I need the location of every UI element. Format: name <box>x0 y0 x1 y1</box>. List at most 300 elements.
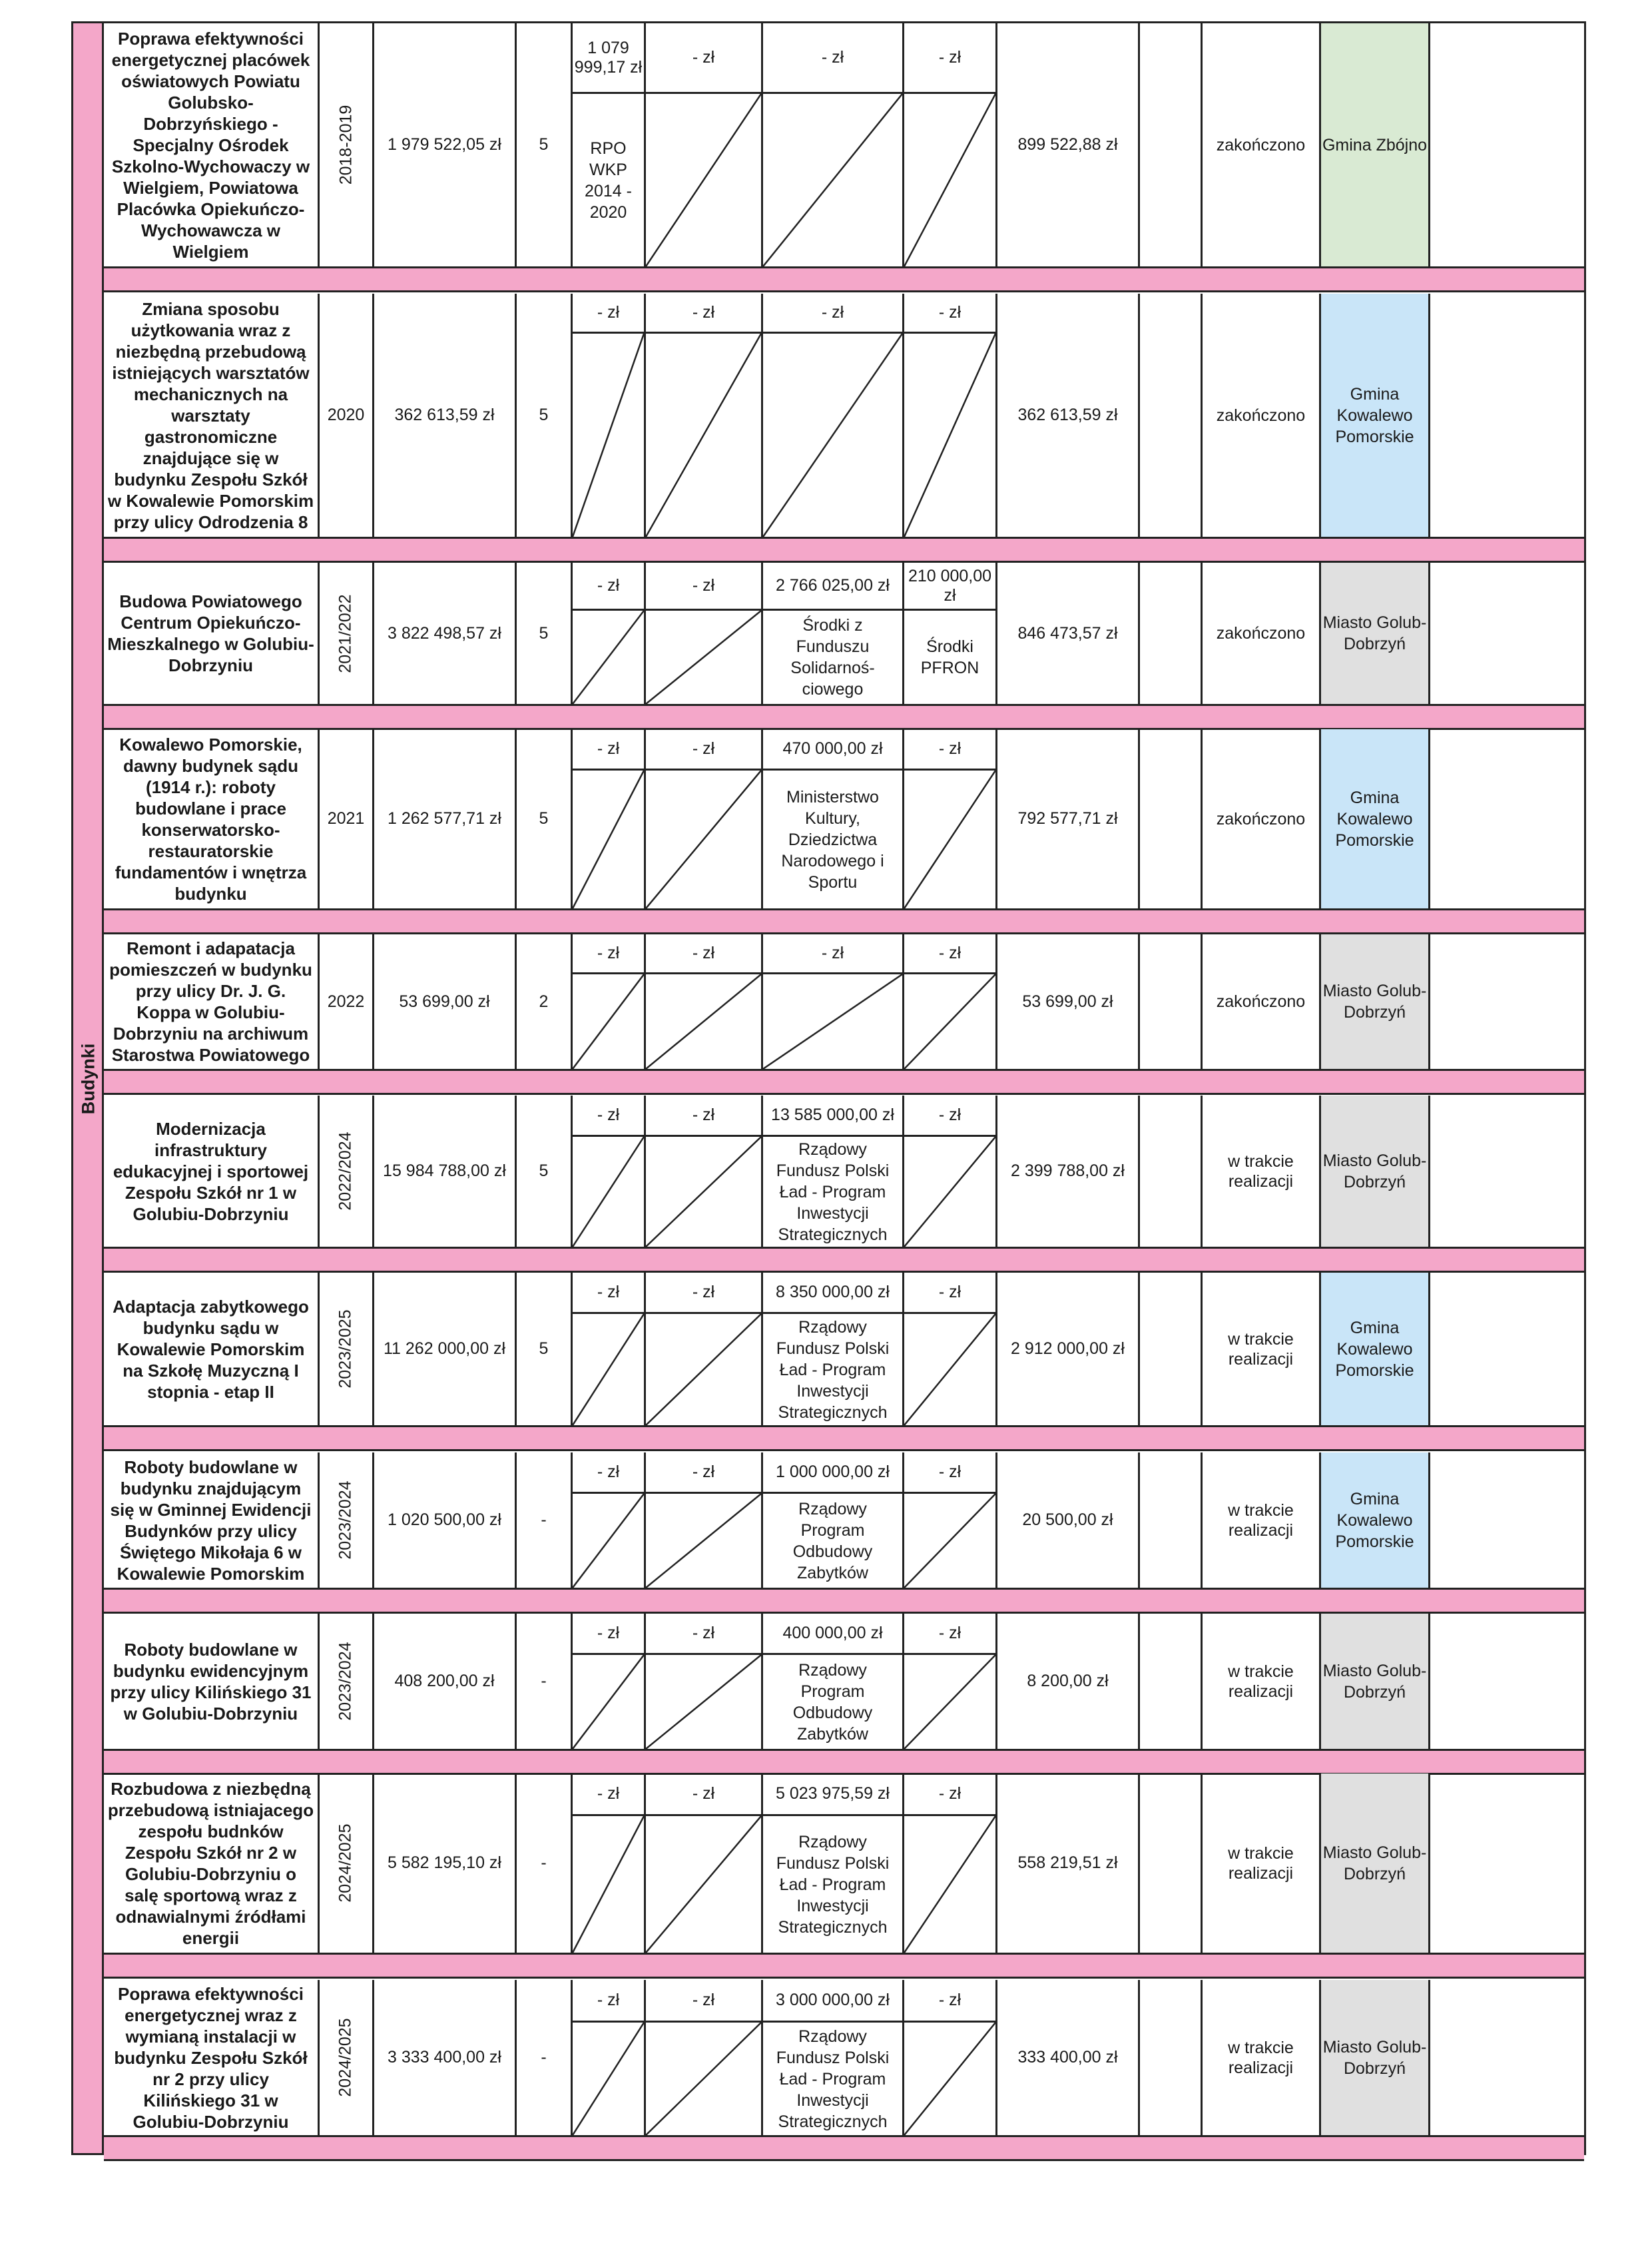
status-text: zakończono <box>1203 563 1321 704</box>
f2-amount: - zł <box>646 294 761 334</box>
f4-amount: - zł <box>904 1980 995 2023</box>
task-year <box>320 1452 374 1588</box>
f1-source <box>573 974 644 1069</box>
f4-source <box>904 974 995 1069</box>
f1-cell <box>573 23 646 266</box>
task-year-text: 2021 <box>327 809 365 828</box>
f2-source <box>646 1655 761 1749</box>
f1-amount: - zł <box>573 934 644 974</box>
f2-cell <box>646 1614 763 1749</box>
score-value: 5 <box>517 294 573 537</box>
f3-source-text: Rządowy Fundusz Polski Ład - Program Inwestycji Strategicznych <box>776 1317 890 1422</box>
f3-cell <box>763 1452 904 1588</box>
f4-source <box>904 1314 995 1425</box>
task-year <box>320 729 374 908</box>
f4-cell <box>904 1096 997 1247</box>
diagonal-line <box>573 1494 644 1588</box>
task-name: Poprawa efektywności energetycznej wraz z wymianą instalacji w budynku Zespołu Szkół nr 2 przy ulicy Kilińskiego 31 w Golubiu-Dobrzyniu <box>104 1980 320 2135</box>
total-value: 5 582 195,10 zł <box>374 1773 517 1953</box>
row-separator <box>104 910 1584 934</box>
f1-cell <box>573 294 646 537</box>
status-text: w trakcie realizacji <box>1203 1980 1321 2135</box>
f1-cell <box>573 729 646 908</box>
empty-diagonal-icon <box>904 1655 995 1749</box>
empty-diagonal-icon <box>573 1494 644 1588</box>
diagonal-line <box>646 1137 761 1247</box>
empty-cell <box>1430 1773 1584 1953</box>
diagonal-line <box>904 1816 995 1953</box>
task-name: Remont i adapatacja pomieszczeń w budynku przy ulicy Dr. J. G. Koppa w Golubiu-Dobrzyniu na archiwum Starostwa Powiatowego <box>104 934 320 1069</box>
f2-source <box>646 1494 761 1588</box>
f4-amount: - zł <box>904 1773 995 1816</box>
task-name: Roboty budowlane w budynku ewidencyjnym przy ulicy Kilińskiego 31 w Golubiu-Dobrzyniu <box>104 1614 320 1749</box>
f4-source <box>904 1137 995 1247</box>
empty-diagonal-icon <box>573 771 644 908</box>
row-separator <box>104 706 1584 730</box>
status-text: w trakcie realizacji <box>1203 1273 1321 1425</box>
empty-diagonal-icon <box>904 2023 995 2135</box>
empty-diagonal-icon <box>646 1314 761 1425</box>
row-separator <box>104 1249 1584 1273</box>
f1-cell <box>573 1980 646 2135</box>
f3-source <box>763 1314 902 1425</box>
task-name: Roboty budowlane w budynku znajdującym się w Gminnej Ewidencji Budynków przy ulicy Świętego Mikołaja 6 w Kowalewie Pomorskim <box>104 1452 320 1588</box>
empty-diagonal-icon <box>646 1137 761 1247</box>
f1-amount: - zł <box>573 1452 644 1494</box>
f2-source <box>646 1314 761 1425</box>
empty-diagonal-icon <box>573 1137 644 1247</box>
f3-amount: 1 000 000,00 zł <box>763 1452 902 1494</box>
empty-cell <box>1430 729 1584 908</box>
status-text: zakończono <box>1203 729 1321 908</box>
diagonal-line <box>646 771 761 908</box>
f4-source <box>904 2023 995 2135</box>
f3-source-text: Środki z Funduszu Solidarnoś-ciowego <box>790 616 875 699</box>
diagonal-line <box>904 1494 995 1588</box>
row-separator <box>104 1955 1584 1979</box>
f4-source <box>904 611 995 704</box>
diagonal-line <box>573 1816 644 1953</box>
f3-amount: 13 585 000,00 zł <box>763 1096 902 1137</box>
own-contribution: 2 399 788,00 zł <box>997 1096 1140 1247</box>
task-name: Kowalewo Pomorskie, dawny budynek sądu (1914 r.): roboty budowlane i prace konserwatorsko-restauratorskie fundamentów i wnętrza budynku <box>104 729 320 908</box>
f3-source-text: Ministerstwo Kultury, Dziedzictwa Narodowego i Sportu <box>781 787 884 892</box>
empty-diagonal-icon <box>573 1655 644 1749</box>
empty-cell <box>1430 1980 1584 2135</box>
f3-source <box>763 974 902 1069</box>
f4-amount: - zł <box>904 729 995 771</box>
f2-cell <box>646 1096 763 1247</box>
task-year <box>320 294 374 537</box>
f1-amount: - zł <box>573 1773 644 1816</box>
f1-cell <box>573 934 646 1069</box>
empty-diagonal-icon <box>573 974 644 1069</box>
f4-amount: - zł <box>904 1273 995 1314</box>
municipality-badge: Gmina Zbójno <box>1321 23 1430 266</box>
municipality-badge: Gmina Kowalewo Pomorskie <box>1321 729 1430 908</box>
row-separator <box>104 1590 1584 1614</box>
diagonal-line <box>763 94 902 266</box>
f4-cell <box>904 1980 997 2135</box>
f3-source-text: Rządowy Fundusz Polski Ład - Program Inwestycji Strategicznych <box>776 2027 890 2131</box>
f3-source-text: Rządowy Fundusz Polski Ład - Program Inwestycji Strategicznych <box>776 1832 890 1937</box>
f3-amount: 5 023 975,59 zł <box>763 1773 902 1816</box>
empty-cell <box>1430 294 1584 537</box>
municipality-badge: Miasto Golub-Dobrzyń <box>1321 1614 1430 1749</box>
f3-source-text: Rządowy Fundusz Polski Ład - Program Inwestycji Strategicznych <box>776 1139 890 1244</box>
status-text: w trakcie realizacji <box>1203 1096 1321 1247</box>
row-separator <box>104 1071 1584 1095</box>
f3-source <box>763 1137 902 1247</box>
f2-amount: - zł <box>646 1980 761 2023</box>
empty-diagonal-icon <box>904 1314 995 1425</box>
f1-source <box>573 1314 644 1425</box>
f1-cell <box>573 1452 646 1588</box>
task-year-text: 2024/2025 <box>336 2018 355 2097</box>
f3-cell <box>763 23 904 266</box>
f2-amount: - zł <box>646 563 761 611</box>
municipality-badge: Miasto Golub-Dobrzyń <box>1321 563 1430 704</box>
empty-cell <box>1140 1452 1203 1588</box>
f2-amount: - zł <box>646 1273 761 1314</box>
task-year <box>320 1273 374 1425</box>
diagonal-line <box>904 94 995 266</box>
row-separator <box>104 2137 1584 2161</box>
score-value: - <box>517 1614 573 1749</box>
task-year-text: 2022 <box>327 992 365 1011</box>
f4-cell <box>904 294 997 537</box>
status-text: w trakcie realizacji <box>1203 1773 1321 1953</box>
municipality-badge: Miasto Golub-Dobrzyń <box>1321 1096 1430 1247</box>
municipality-badge: Gmina Kowalewo Pomorskie <box>1321 1452 1430 1588</box>
empty-cell <box>1430 1273 1584 1425</box>
diagonal-line <box>573 974 644 1069</box>
municipality-badge: Miasto Golub-Dobrzyń <box>1321 1773 1430 1953</box>
diagonal-line <box>646 974 761 1069</box>
total-value: 408 200,00 zł <box>374 1614 517 1749</box>
empty-cell <box>1430 934 1584 1069</box>
f1-amount: - zł <box>573 729 644 771</box>
f2-cell <box>646 1980 763 2135</box>
empty-diagonal-icon <box>646 94 761 266</box>
diagonal-line <box>573 1137 644 1247</box>
f4-source <box>904 334 995 537</box>
task-year <box>320 23 374 266</box>
empty-cell <box>1140 934 1203 1069</box>
f4-source <box>904 1494 995 1588</box>
diagonal-line <box>573 334 644 537</box>
empty-cell <box>1140 1773 1203 1953</box>
f2-amount: - zł <box>646 1614 761 1655</box>
f3-amount: - zł <box>763 294 902 334</box>
task-year <box>320 1773 374 1953</box>
f3-cell <box>763 563 904 704</box>
empty-diagonal-icon <box>646 1655 761 1749</box>
empty-cell <box>1430 1452 1584 1588</box>
f4-amount: - zł <box>904 1452 995 1494</box>
task-year-text: 2022/2024 <box>336 1131 355 1211</box>
task-year-text: 2023/2024 <box>336 1480 355 1560</box>
status-text: w trakcie realizacji <box>1203 1614 1321 1749</box>
f1-cell <box>573 563 646 704</box>
diagonal-line <box>904 334 995 537</box>
total-value: 1 979 522,05 zł <box>374 23 517 266</box>
task-year-text: 2018-2019 <box>336 105 355 185</box>
f2-amount: - zł <box>646 1773 761 1816</box>
empty-diagonal-icon <box>573 1816 644 1953</box>
f1-source <box>573 334 644 537</box>
f2-source <box>646 1816 761 1953</box>
total-value: 53 699,00 zł <box>374 934 517 1069</box>
f2-cell <box>646 1773 763 1953</box>
f2-source <box>646 2023 761 2135</box>
f1-source <box>573 1494 644 1588</box>
empty-diagonal-icon <box>573 2023 644 2135</box>
f1-cell <box>573 1096 646 1247</box>
empty-diagonal-icon <box>904 94 995 266</box>
own-contribution: 899 522,88 zł <box>997 23 1140 266</box>
f2-cell <box>646 1452 763 1588</box>
score-value: 5 <box>517 1273 573 1425</box>
own-contribution: 8 200,00 zł <box>997 1614 1140 1749</box>
f3-source-text: Rządowy Program Odbudowy Zabytków <box>792 1660 873 1744</box>
empty-diagonal-icon <box>646 611 761 704</box>
empty-diagonal-icon <box>904 334 995 537</box>
task-name: Rozbudowa z niezbędną przebudową istniajacego zespołu budnków Zespołu Szkół nr 2 w Golubiu-Dobrzyniu o salę sportową wraz z odnawialnymi źródłami energii <box>104 1773 320 1953</box>
f4-source-text: Środki PFRON <box>920 637 979 677</box>
status-text: zakończono <box>1203 23 1321 266</box>
municipality-badge: Miasto Golub-Dobrzyń <box>1321 934 1430 1069</box>
f3-source <box>763 1655 902 1749</box>
empty-diagonal-icon <box>646 974 761 1069</box>
table-row <box>104 563 1584 706</box>
f3-cell <box>763 294 904 537</box>
diagonal-line <box>573 1655 644 1749</box>
f2-source <box>646 771 761 908</box>
f3-cell <box>763 1614 904 1749</box>
f3-cell <box>763 1980 904 2135</box>
f4-amount: - zł <box>904 23 995 94</box>
status-text: zakończono <box>1203 934 1321 1069</box>
task-name: Poprawa efektywności energetycznej placówek oświatowych Powiatu Golubsko-Dobrzyńskiego - Specjalny Ośrodek Szkolno-Wychowaczy w Wielgiem, Powiatowa Placówka Opiekuńczo-Wychowawcza w Wielgiem <box>104 23 320 266</box>
empty-diagonal-icon <box>763 974 902 1069</box>
diagonal-line <box>646 1655 761 1749</box>
f3-amount: 400 000,00 zł <box>763 1614 902 1655</box>
table-row <box>104 294 1584 539</box>
empty-cell <box>1140 23 1203 266</box>
table-row <box>104 1273 1584 1427</box>
f3-source <box>763 94 902 266</box>
f4-cell <box>904 1773 997 1953</box>
diagonal-line <box>573 2023 644 2135</box>
f3-source <box>763 611 902 704</box>
task-year <box>320 1980 374 2135</box>
f1-source <box>573 1816 644 1953</box>
task-name: Zmiana sposobu użytkowania wraz z niezbędną przebudową istniejących warsztatów mechanicznych na warsztaty gastronomiczne znajdujące się w budynku Zespołu Szkół w Kowalewie Pomorskim przy ulicy Odrodzenia 8 <box>104 294 320 537</box>
f2-amount: - zł <box>646 729 761 771</box>
empty-diagonal-icon <box>763 94 902 266</box>
f3-amount: 3 000 000,00 zł <box>763 1980 902 2023</box>
f4-amount: - zł <box>904 1096 995 1137</box>
f2-source <box>646 94 761 266</box>
empty-cell <box>1140 294 1203 537</box>
table-row <box>104 934 1584 1071</box>
f4-source <box>904 1816 995 1953</box>
f4-amount: - zł <box>904 1614 995 1655</box>
f3-source-text: Rządowy Program Odbudowy Zabytków <box>792 1499 873 1582</box>
f2-cell <box>646 294 763 537</box>
task-year-text: 2023/2025 <box>336 1309 355 1389</box>
f3-cell <box>763 729 904 908</box>
f3-amount: 8 350 000,00 zł <box>763 1273 902 1314</box>
diagonal-line <box>646 1494 761 1588</box>
f1-source <box>573 94 644 266</box>
table-row <box>104 1452 1584 1590</box>
own-contribution: 53 699,00 zł <box>997 934 1140 1069</box>
f1-amount: - zł <box>573 294 644 334</box>
f3-source <box>763 334 902 537</box>
empty-cell <box>1140 729 1203 908</box>
f4-cell <box>904 1452 997 1588</box>
diagonal-line <box>904 2023 995 2135</box>
own-contribution: 792 577,71 zł <box>997 729 1140 908</box>
f1-cell <box>573 1614 646 1749</box>
task-year <box>320 934 374 1069</box>
f3-cell <box>763 934 904 1069</box>
row-separator <box>104 268 1584 292</box>
table-row <box>104 1980 1584 2137</box>
f4-cell <box>904 1614 997 1749</box>
f1-source <box>573 611 644 704</box>
f1-amount: - zł <box>573 1614 644 1655</box>
score-value: - <box>517 1452 573 1588</box>
f3-source <box>763 1816 902 1953</box>
f3-amount: - zł <box>763 934 902 974</box>
f1-cell <box>573 1273 646 1425</box>
score-value: - <box>517 1773 573 1953</box>
score-value: 5 <box>517 1096 573 1247</box>
task-year <box>320 1614 374 1749</box>
f1-amount: - zł <box>573 1273 644 1314</box>
task-year-text: 2020 <box>327 406 365 424</box>
f4-cell <box>904 1273 997 1425</box>
empty-diagonal-icon <box>904 1816 995 1953</box>
f4-cell <box>904 729 997 908</box>
f3-amount: 470 000,00 zł <box>763 729 902 771</box>
empty-cell <box>1140 1614 1203 1749</box>
total-value: 1 262 577,71 zł <box>374 729 517 908</box>
empty-diagonal-icon <box>904 1137 995 1247</box>
empty-diagonal-icon <box>646 771 761 908</box>
total-value: 15 984 788,00 zł <box>374 1096 517 1247</box>
own-contribution: 20 500,00 zł <box>997 1452 1140 1588</box>
f1-source <box>573 2023 644 2135</box>
task-name: Modernizacja infrastruktury edukacyjnej i sportowej Zespołu Szkół nr 1 w Golubiu-Dobrzyniu <box>104 1096 320 1247</box>
diagonal-line <box>646 611 761 704</box>
f1-amount: 1 079 999,17 zł <box>573 23 644 94</box>
diagonal-line <box>573 1314 644 1425</box>
f2-amount: - zł <box>646 934 761 974</box>
empty-diagonal-icon <box>904 771 995 908</box>
table-row <box>104 729 1584 910</box>
diagonal-line <box>904 974 995 1069</box>
municipality-badge: Gmina Kowalewo Pomorskie <box>1321 294 1430 537</box>
diagonal-line <box>904 1655 995 1749</box>
diagonal-line <box>646 1816 761 1953</box>
f4-amount: - zł <box>904 294 995 334</box>
row-separator <box>104 1751 1584 1775</box>
own-contribution: 2 912 000,00 zł <box>997 1273 1140 1425</box>
municipality-badge: Miasto Golub-Dobrzyń <box>1321 1980 1430 2135</box>
row-separator <box>104 539 1584 563</box>
table-row <box>104 1773 1584 1955</box>
f4-cell <box>904 23 997 266</box>
total-value: 11 262 000,00 zł <box>374 1273 517 1425</box>
f2-source <box>646 974 761 1069</box>
f3-source <box>763 771 902 908</box>
f1-amount: - zł <box>573 1096 644 1137</box>
f3-source <box>763 1494 902 1588</box>
diagonal-line <box>646 334 761 537</box>
table-row <box>104 23 1584 268</box>
table-row <box>104 1614 1584 1751</box>
f4-amount: - zł <box>904 934 995 974</box>
score-value: 5 <box>517 563 573 704</box>
f2-source <box>646 1137 761 1247</box>
f2-source <box>646 334 761 537</box>
investment-table <box>71 21 1586 2155</box>
f2-amount: - zł <box>646 23 761 94</box>
f1-source <box>573 1137 644 1247</box>
empty-cell <box>1430 563 1584 704</box>
empty-diagonal-icon <box>573 334 644 537</box>
own-contribution: 846 473,57 zł <box>997 563 1140 704</box>
f4-source <box>904 94 995 266</box>
f4-amount: 210 000,00 zł <box>904 563 995 611</box>
task-year <box>320 563 374 704</box>
f2-cell <box>646 934 763 1069</box>
f3-cell <box>763 1273 904 1425</box>
f1-source <box>573 771 644 908</box>
task-name: Budowa Powiatowego Centrum Opiekuńczo-Mieszkalnego w Golubiu-Dobrzyniu <box>104 563 320 704</box>
f4-cell <box>904 563 997 704</box>
row-separator <box>104 1427 1584 1451</box>
task-year <box>320 1096 374 1247</box>
total-value: 3 333 400,00 zł <box>374 1980 517 2135</box>
empty-cell <box>1140 1273 1203 1425</box>
diagonal-line <box>763 334 902 537</box>
empty-diagonal-icon <box>904 1494 995 1588</box>
category-column <box>73 23 104 2153</box>
empty-diagonal-icon <box>646 1816 761 1953</box>
empty-cell <box>1140 1980 1203 2135</box>
f3-cell <box>763 1096 904 1247</box>
diagonal-line <box>646 2023 761 2135</box>
f1-source-text: RPO WKP 2014 - 2020 <box>585 139 632 222</box>
empty-diagonal-icon <box>646 1494 761 1588</box>
f1-cell <box>573 1773 646 1953</box>
f3-amount: 2 766 025,00 zł <box>763 563 902 611</box>
total-value: 1 020 500,00 zł <box>374 1452 517 1588</box>
diagonal-line <box>573 611 644 704</box>
f3-source <box>763 2023 902 2135</box>
municipality-badge: Gmina Kowalewo Pomorskie <box>1321 1273 1430 1425</box>
total-value: 362 613,59 zł <box>374 294 517 537</box>
score-value: 5 <box>517 729 573 908</box>
diagonal-line <box>646 94 761 266</box>
task-year-text: 2023/2024 <box>336 1642 355 1721</box>
empty-cell <box>1430 1614 1584 1749</box>
